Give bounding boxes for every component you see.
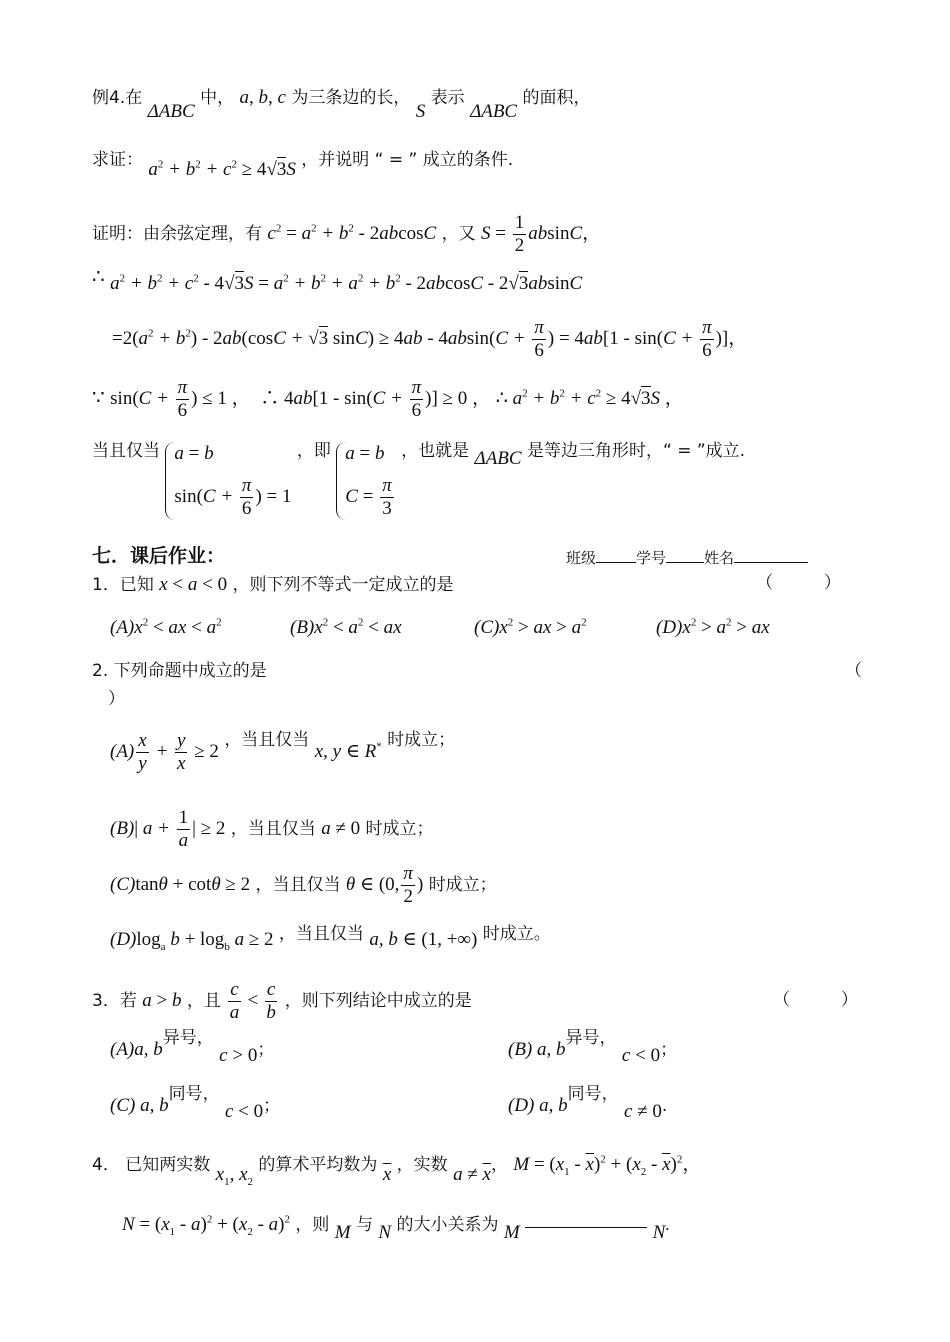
example-line-1 [92,86,591,122]
q2-d-condition: a, b ∈ (1, +∞) [369,929,478,950]
q2-c-tail: ，当且仅当 [255,875,341,896]
homework-title: 七．课后作业： [92,545,226,567]
q2-option-b[interactable]: (B)| a + $\frac{1}{a}$ | ≥ 2 ，当且仅当 a ≠ 0 时成立； [110,807,434,851]
number-label: 学号 [636,549,667,567]
q4-then: ，则 [295,1215,330,1235]
prove-label: 求证： [92,150,143,170]
prove-tail: ，并说明 “ = ” 成立的条件. [301,150,514,170]
q4-label: 4． 已知两实数 [92,1155,211,1175]
name-blank[interactable] [734,562,808,563]
proof-expr-2: $a^2 + b^2 + c^2 - 4√3S = a^2 + b^2 + a^2 + b^2 - 2abcosC - 2√3absinC$ [110,272,583,294]
q2-b-cond-tail: 时成立； [365,819,434,840]
q1-answer-paren[interactable]: （ ） [756,573,841,593]
q4-n-def: $N = (x_1 - a)^2 + (x_2 - a)^2$ [122,1213,290,1238]
triangle-abc-2: ΔABC [470,101,518,122]
q2-option-a[interactable]: (A) $\frac{x}{y}$ + $\frac{y}{x}$ ≥ 2 ，当且仅当 x, y ∈ R* 时成立； [110,730,456,774]
q2-paren-close[interactable]: ） [108,689,125,709]
q2-stem: 2. 下列命题中成立的是 [92,661,267,681]
condition-system-1: a = b sin(C + $\frac{\pi}{6}$ ) = 1 [165,442,291,520]
q4-line-2: $N = (x_1 - a)^2 + (x_2 - a)^2$ ，则 M 与 N 的大小关系为 M N. [122,1213,670,1243]
q3-label: 3．若 [92,991,137,1012]
condition-system-2: a = b C = $\frac{\pi}{3}$ [336,442,395,520]
q2-a-cond-tail: 时成立； [387,730,456,751]
q1-condition: x < a < 0 [159,574,228,595]
sides-abc: a, b, c [239,87,286,108]
proof-line-3 [112,318,747,362]
triangle-abc: ΔABC [147,101,195,122]
proof-line-5 [92,442,745,520]
text-sides-desc: 为三条边的长， [291,88,411,108]
q4-mean-text: 的算术平均数为 [258,1155,378,1175]
q3-answer-paren[interactable]: （ ） [773,990,858,1010]
q3-d-sign: 同号， [567,1084,619,1104]
therefore-symbol: ∴ [92,264,105,288]
because-symbol: ∵ [92,385,105,410]
name-label: 姓名 [704,549,735,567]
q4-m-def: $M = (x_1 - \overline{x})^2 + (x_2 - \overline{x})^2$， [513,1153,702,1178]
q2-a-condition: x, y ∈ R* [314,740,382,763]
area-formula: S = $\frac{1}{2}$ absinC， [481,212,602,256]
text-conclusion: ，也就是 [401,440,470,461]
q2-b-condition: a ≠ 0 [321,818,361,840]
prove-inequality: $a^2 + b^2 + c^2 \ge 4√3S$ [148,158,296,180]
proof-line-2 [92,264,583,296]
student-info [566,549,808,568]
q1-stem [92,573,454,597]
q1-option-a[interactable]: $(A)x^2$ < ax < $a^2$ [110,616,222,638]
homework-title-line [92,545,225,569]
text-conclusion-2: 是等边三角形时，“ = ”成立. [527,440,746,461]
q3-option-a[interactable]: (A)a, b异号， c > 0； [110,1028,275,1066]
text-area: 的面积， [522,88,591,108]
q2-c-cond-tail: 时成立； [428,875,497,896]
q2-b-tail: ，当且仅当 [230,819,316,840]
q2-option-d[interactable]: $(D)\log_a$ $b + \log_b a \ge 2$ ，当且仅当 a, b ∈ (1, +∞) 时成立。 [110,924,551,953]
proof-label: 证明：由余弦定理，有 [92,224,262,245]
q3-d-dot: . [661,1096,668,1116]
q3-b-semi: ； [660,1040,678,1060]
q3-and: ，且 [186,991,221,1012]
q3-b-sign: 异号， [565,1028,617,1048]
text-zhong: 中， [200,88,235,108]
example-label: 例4.在 [92,88,143,108]
q2-c-condition: θ ∈ (0, $\frac{\pi}{2}$ ) [345,863,424,907]
q2-paren-open[interactable]: （ [845,661,862,681]
class-blank[interactable] [596,562,636,563]
q3-c-sign: 同号， [168,1084,220,1104]
number-blank[interactable] [666,562,704,563]
q3-option-b[interactable]: (B) a, b异号， c < 0； [508,1028,678,1066]
q3-stem-text: ，则下列结论中成立的是 [284,991,472,1012]
q1-option-d[interactable]: $(D)x^2 > a^2$ > ax [656,616,770,638]
q4-stem: 4． 已知两实数 $x_1$, $x_2$ 的算术平均数为 $\overline{x}$ ，实数 $a \ne \overline{x}$， $M = (x_1 - \overline{x})^2 + (x_2 - \overline{x})^2$， [92,1153,702,1188]
q1-option-b[interactable]: $(B)x^2 < a^2$ < ax [290,616,402,638]
text-ji: ，即 [296,440,331,461]
q1-option-c[interactable]: $(C)x^2$ > ax > $a^2$ [474,616,587,638]
proof-line-1 [92,213,601,257]
q1-label: 1．已知 [92,575,154,595]
prove-line [92,148,514,180]
text-also: ，又 [441,224,476,245]
q2-a-tail: ，当且仅当 [224,730,310,751]
triangle-abc-3: ΔABC [474,447,522,469]
proof-line-4 [92,378,684,422]
q3-c-semi: ； [263,1096,281,1116]
q3-a-sign: 异号， [162,1028,214,1048]
proof-expr-3: $=2(a^2 + b^2) - 2ab(\cos C + √3$ sinC) ≥ 4ab - 4absin(C + $\frac{\pi}{6}$ ) = 4ab[1 - sin(C + $\frac{\pi}{6}$ )]， [112,317,748,361]
q2-d-tail: ，当且仅当 [278,924,364,944]
q4-answer-blank[interactable] [525,1227,647,1228]
q2-option-c[interactable]: (C)tanθ + cotθ ≥ 2 ，当且仅当 θ ∈ (0, $\frac{\pi}{2}$ ) 时成立； [110,863,497,907]
q3-a-semi: ； [257,1040,275,1060]
q2-d-cond-tail: 时成立。 [482,924,551,944]
proof-expr-4: sin(C + $\frac{\pi}{6}$ ) ≤ 1 ， ∴ 4ab[1 - sin(C + $\frac{\pi}{6}$ )] ≥ 0 ， ∴ $a^2 + b^2 + c^2 \ge 4√3S$ ， [110,377,684,421]
q1-stem-text: ，则下列不等式一定成立的是 [232,575,454,595]
q3-option-d[interactable]: (D) a, b同号， c ≠ 0. [508,1084,668,1122]
q4-rel-text: 的大小关系为 [396,1215,499,1235]
q4-real-text: ，实数 [396,1155,448,1175]
class-label: 班级 [566,549,597,567]
text-biaoshi: 表示 [430,88,465,108]
q4-and: 与 [356,1215,374,1235]
q3-condition: $\frac{c}{a}$ < $\frac{c}{b}$ [229,979,276,1023]
area-s: S [415,101,426,122]
when-label: 当且仅当 [92,440,160,461]
q3-stem: 3．若 a > b ，且 $\frac{c}{a}$ < $\frac{c}{b}$ ，则下列结论中成立的是 [92,979,472,1023]
q3-option-c[interactable]: (C) a, b同号， c < 0； [110,1084,281,1122]
cosine-law: $c^2 = a^2 + b^2 - 2abcosC$ [267,222,437,245]
